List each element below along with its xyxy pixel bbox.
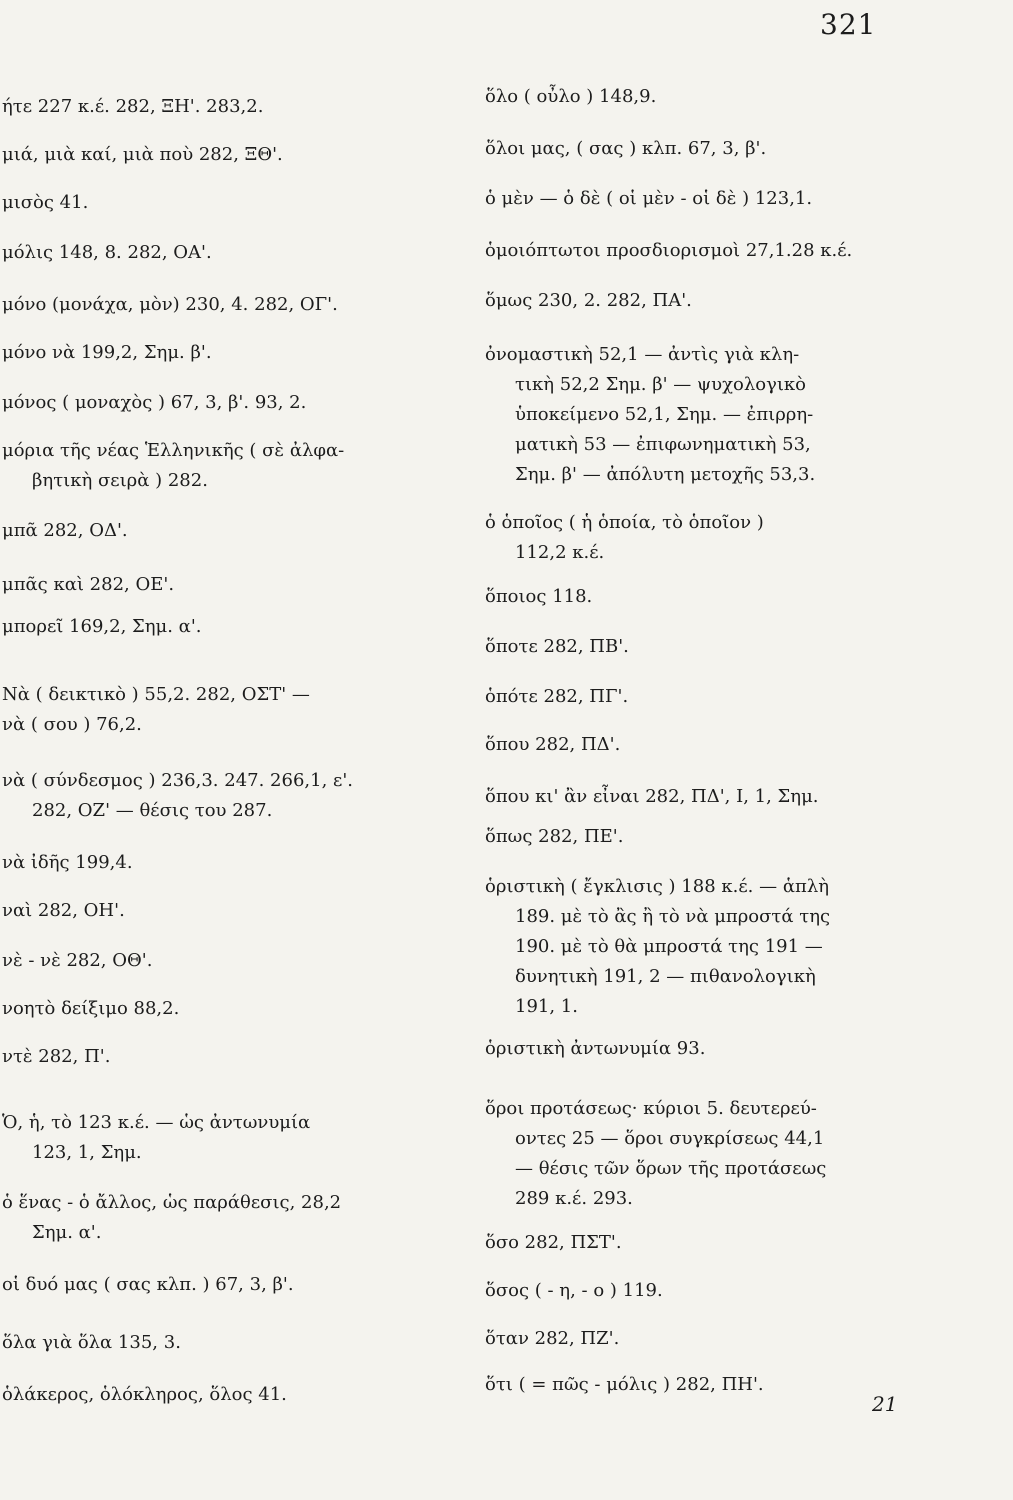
index-entry bbox=[485, 340, 935, 490]
index-entry bbox=[485, 184, 935, 214]
entry-line: μισὸς 41. bbox=[2, 192, 89, 213]
index-entry bbox=[485, 508, 935, 568]
index-entry bbox=[2, 338, 442, 368]
entry-line: νοητὸ δείξιμο 88,2. bbox=[2, 998, 180, 1019]
index-entry bbox=[2, 896, 442, 926]
entry-line: νὰ ἰδῆς 199,4. bbox=[2, 852, 133, 873]
entry-line: ὅσο 282, ΠΣΤ'. bbox=[485, 1232, 622, 1253]
index-entry bbox=[2, 766, 442, 826]
index-entry bbox=[2, 994, 442, 1024]
index-entry bbox=[2, 436, 442, 496]
entry-line: ὁ μὲν — ὁ δὲ ( οἱ μὲν - οἱ δὲ ) 123,1. bbox=[485, 188, 813, 209]
index-entry bbox=[2, 92, 442, 122]
index-entry bbox=[485, 236, 935, 266]
entry-line: ὅταν 282, ΠΖ'. bbox=[485, 1328, 620, 1349]
entry-line: μπορεῖ 169,2, Σημ. α'. bbox=[2, 616, 202, 637]
entry-line: ὁπότε 282, ΠΓ'. bbox=[485, 686, 629, 707]
entry-line: ὅπως 282, ΠΕ'. bbox=[485, 826, 624, 847]
index-entry bbox=[485, 286, 935, 316]
entry-line: τικὴ 52,2 Σημ. β' — ψυχολογικὸ bbox=[515, 374, 806, 395]
index-entry bbox=[2, 1380, 442, 1410]
entry-line: ήτε 227 κ.έ. 282, ΞΗ'. 283,2. bbox=[2, 96, 264, 117]
entry-line: ὁμοιόπτωτοι προσδιορισμοὶ 27,1.28 κ.έ. bbox=[485, 240, 853, 261]
entry-line: μόλις 148, 8. 282, ΟΑ'. bbox=[2, 242, 212, 263]
index-entry bbox=[2, 238, 442, 268]
entry-line: — θέσις τῶν ὅρων τῆς προτάσεως bbox=[515, 1158, 827, 1179]
entry-line: μόνο νὰ 199,2, Σημ. β'. bbox=[2, 342, 212, 363]
entry-line: ὅσος ( - η, - ο ) 119. bbox=[485, 1280, 663, 1301]
entry-line: ὅλα γιὰ ὅλα 135, 3. bbox=[2, 1332, 181, 1353]
entry-line: 112,2 κ.έ. bbox=[515, 542, 605, 563]
entry-line: ὁριστικὴ ( ἔγκλισις ) 188 κ.έ. — ἁπλὴ bbox=[485, 876, 830, 897]
entry-line: Σημ. α'. bbox=[32, 1222, 102, 1243]
entry-line: ὅλοι μας, ( σας ) κλπ. 67, 3, β'. bbox=[485, 138, 767, 159]
index-entry bbox=[485, 1094, 935, 1214]
entry-line: ντὲ 282, Π'. bbox=[2, 1046, 111, 1067]
index-entry bbox=[2, 1328, 442, 1358]
signature-mark: 21 bbox=[872, 1392, 898, 1416]
index-entry bbox=[2, 290, 442, 320]
index-entry bbox=[2, 516, 442, 546]
index-entry bbox=[485, 82, 935, 112]
index-entry bbox=[2, 388, 442, 418]
index-entry bbox=[485, 1228, 935, 1258]
entry-line: 289 κ.έ. 293. bbox=[515, 1188, 633, 1209]
entry-line: μόρια τῆς νέας Ἑλληνικῆς ( σὲ ἀλφα- bbox=[2, 440, 345, 461]
entry-line: 123, 1, Σημ. bbox=[32, 1142, 142, 1163]
index-entry bbox=[2, 1108, 442, 1168]
index-entry bbox=[485, 730, 935, 760]
entry-line: ματικὴ 53 — ἐπιφωνηματικὴ 53, bbox=[515, 434, 811, 455]
entry-line: ὅλο ( οὖλο ) 148,9. bbox=[485, 86, 657, 107]
entry-line: 189. μὲ τὸ ἂς ἢ τὸ νὰ μπροστά της bbox=[515, 906, 831, 927]
entry-line: μπᾶς καὶ 282, ΟΕ'. bbox=[2, 574, 175, 595]
index-entry bbox=[485, 872, 935, 1022]
entry-line: ὅτι ( = πῶς - μόλις ) 282, ΠΗ'. bbox=[485, 1374, 764, 1395]
entry-line: ὁριστικὴ ἀντωνυμία 93. bbox=[485, 1038, 706, 1059]
index-entry bbox=[2, 1042, 442, 1072]
entry-line: Νὰ ( δεικτικὸ ) 55,2. 282, ΟΣΤ' — bbox=[2, 684, 310, 705]
index-entry bbox=[2, 188, 442, 218]
entry-line: Ὁ, ἡ, τὸ 123 κ.έ. — ὡς ἀντωνυμία bbox=[2, 1112, 311, 1133]
entry-line: βητικὴ σειρὰ ) 282. bbox=[32, 470, 208, 491]
index-entry bbox=[2, 680, 442, 740]
entry-line: ὀνομαστικὴ 52,1 — ἀντὶς γιὰ κλη- bbox=[485, 344, 800, 365]
index-entry bbox=[485, 632, 935, 662]
entry-line: μπᾶ 282, ΟΔ'. bbox=[2, 520, 128, 541]
entry-line: οντες 25 — ὅροι συγκρίσεως 44,1 bbox=[515, 1128, 825, 1149]
entry-line: 282, ΟΖ' — θέσις του 287. bbox=[32, 800, 273, 821]
index-entry bbox=[2, 946, 442, 976]
entry-line: νὰ ( σύνδεσμος ) 236,3. 247. 266,1, ε'. bbox=[2, 770, 354, 791]
entry-line: ὁ ὁποῖος ( ἡ ὁποία, τὸ ὁποῖον ) bbox=[485, 512, 764, 533]
entry-line: ὑποκείμενο 52,1, Σημ. — ἐπιρρη- bbox=[515, 404, 814, 425]
entry-line: ὅποτε 282, ΠΒ'. bbox=[485, 636, 629, 657]
index-entry bbox=[2, 570, 442, 600]
entry-line: νὲ - νὲ 282, ΟΘ'. bbox=[2, 950, 153, 971]
index-entry bbox=[485, 1034, 935, 1064]
index-entry bbox=[485, 582, 935, 612]
index-entry bbox=[485, 1370, 935, 1400]
index-entry bbox=[2, 1270, 442, 1300]
index-entry bbox=[485, 134, 935, 164]
entry-line: ναὶ 282, ΟΗ'. bbox=[2, 900, 125, 921]
entry-line: μόνο (μονάχα, μὸν) 230, 4. 282, ΟΓ'. bbox=[2, 294, 338, 315]
entry-line: ὅπου 282, ΠΔ'. bbox=[485, 734, 621, 755]
index-entry bbox=[485, 682, 935, 712]
index-entry bbox=[2, 1188, 442, 1248]
page-number: 321 bbox=[820, 8, 877, 41]
entry-line: 191, 1. bbox=[515, 996, 578, 1017]
entry-line: οἱ δυό μας ( σας κλπ. ) 67, 3, β'. bbox=[2, 1274, 294, 1295]
index-entry bbox=[485, 782, 935, 812]
index-entry bbox=[485, 822, 935, 852]
index-entry bbox=[2, 140, 442, 170]
entry-line: νὰ ( σου ) 76,2. bbox=[2, 714, 142, 735]
entry-line: ὅποιος 118. bbox=[485, 586, 593, 607]
entry-line: ὁ ἕνας - ὁ ἄλλος, ὡς παράθεσις, 28,2 bbox=[2, 1192, 342, 1213]
index-entry bbox=[485, 1276, 935, 1306]
entry-line: μόνος ( μοναχὸς ) 67, 3, β'. 93, 2. bbox=[2, 392, 307, 413]
entry-line: Σημ. β' — ἀπόλυτη μετοχῆς 53,3. bbox=[515, 464, 816, 485]
entry-line: ὁλάκερος, ὁλόκληρος, ὅλος 41. bbox=[2, 1384, 287, 1405]
entry-line: δυνητικὴ 191, 2 — πιθανολογικὴ bbox=[515, 966, 816, 987]
index-entry bbox=[2, 612, 442, 642]
entry-line: μιά, μιὰ καί, μιὰ ποὺ 282, ΞΘ'. bbox=[2, 144, 283, 165]
entry-line: 190. μὲ τὸ θὰ μπροστά της 191 — bbox=[515, 936, 823, 957]
index-entry bbox=[485, 1324, 935, 1354]
entry-line: ὅροι προτάσεως· κύριοι 5. δευτερεύ- bbox=[485, 1098, 817, 1119]
entry-line: ὅμως 230, 2. 282, ΠΑ'. bbox=[485, 290, 692, 311]
entry-line: ὅπου κι' ἂν εἶναι 282, ΠΔ', Ι, 1, Σημ. bbox=[485, 786, 819, 807]
index-entry bbox=[2, 848, 442, 878]
